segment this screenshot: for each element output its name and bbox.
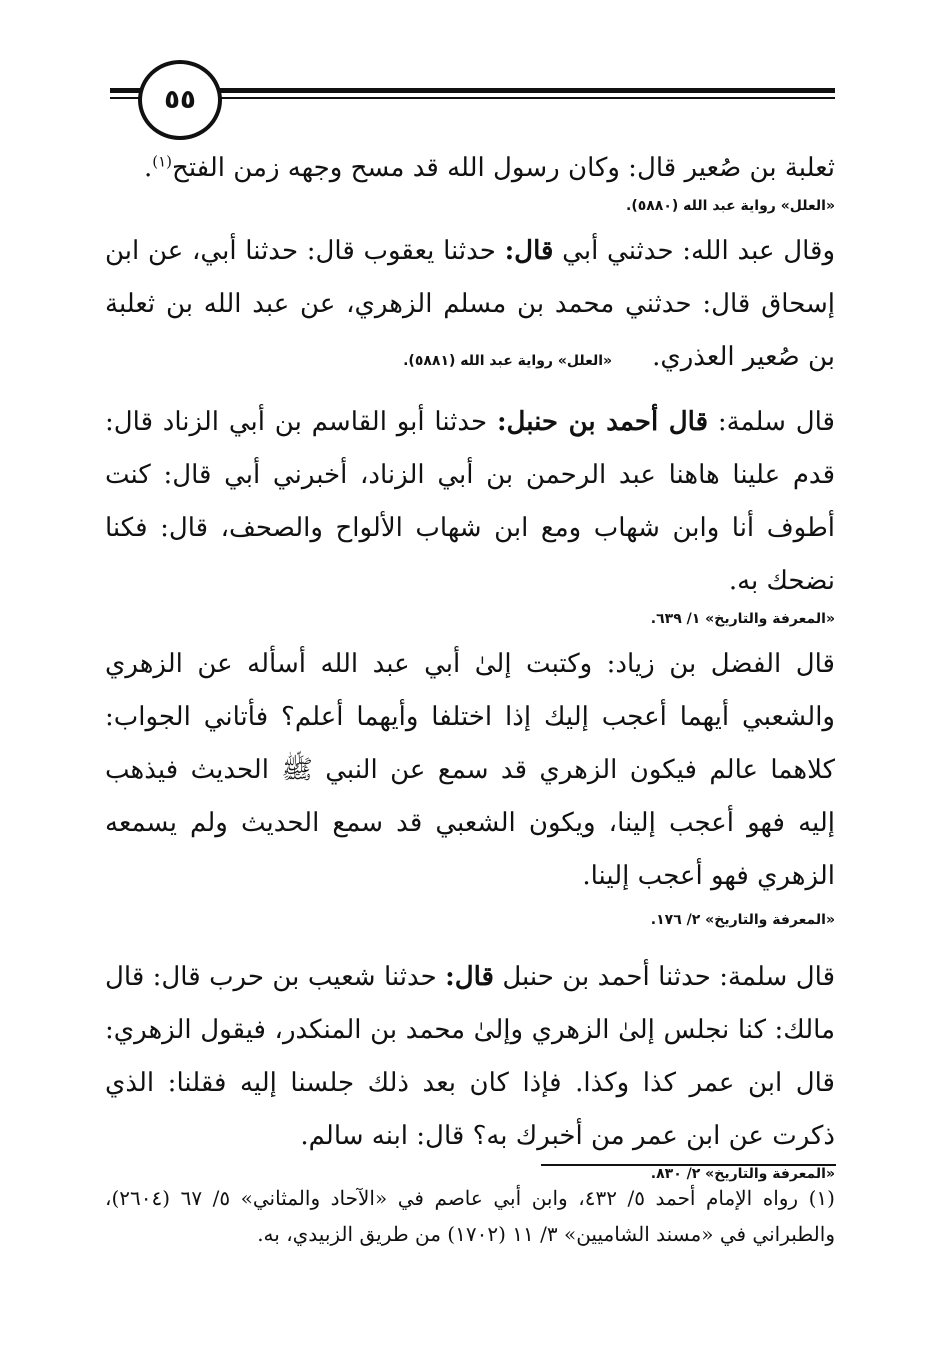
footnote-ref[interactable]: (١) (152, 152, 173, 171)
source-citation-3: «المعرفة والتاريخ» ١/ ٦٣٩. (650, 611, 835, 627)
source-citation-1: «العلل» رواية عبد الله (٥٨٨٠). (626, 198, 835, 214)
footnote-separator (541, 1164, 836, 1166)
source-citation-5: «المعرفة والتاريخ» ٢/ ٨٣٠. (650, 1166, 835, 1182)
main-text (105, 142, 835, 1185)
page-header (110, 60, 835, 140)
paragraph-3: قال سلمة: قال أحمد بن حنبل: حدثنا أبو القاسم بن أبي الزناد قال: قدم علينا هاهنا عبد الرحمن بن أبي الزناد، أخبرني أبي قال: كنت أطوف أنا وابن شهاب ومع ابن شهاب الألواح والصحف، قال: فكنا نضحك به. (105, 407, 835, 596)
source-citation-2: «العلل» رواية عبد الله (٥٨٨١). (403, 353, 613, 369)
page-number: ٥٥ (138, 60, 222, 140)
paragraph-1: ثعلبة بن صُعير قال: وكان رسول الله قد مسح وجهه زمن الفتح$^{(١)}$. (143, 152, 835, 183)
paragraph-5: قال سلمة: حدثنا أحمد بن حنبل قال: حدثنا شعيب بن حرب قال: قال مالك: كنا نجلس إلىٰ الزهري وإلىٰ محمد بن المنكدر، فيقول الزهري: قال ابن عمر كذا وكذا. فإذا كان بعد ذلك جلسنا إليه فقلنا: الذي ذكرت عن ابن عمر من أخبرك به؟ قال: ابنه سالم. (105, 962, 835, 1151)
footnotes (105, 1180, 835, 1252)
paragraph-4: قال الفضل بن زياد: وكتبت إلىٰ أبي عبد الله أسأله عن الزهري والشعبي أيهما أعجب إليك إذا اختلفا وأيهما أعلم؟ فأتاني الجواب: كلاهما عالم فيكون الزهري قد سمع عن النبي ﷺ الحديث فيذهب إليه فهو أعجب إلينا، ويكون الشعبي قد سمع الحديث ولم يسمعه الزهري فهو أعجب إلينا. (105, 649, 835, 891)
paragraph-2: وقال عبد الله: حدثني أبي قال: حدثنا يعقوب قال: حدثنا أبي، عن ابن إسحاق قال: حدثني محمد بن مسلم الزهري، عن عبد الله بن ثعلبة بن صُعير العذري.«العلل» رواية عبد الله (٥٨٨١). (105, 236, 835, 372)
source-citation-4: «المعرفة والتاريخ» ٢/ ١٧٦. (650, 912, 835, 928)
footnote-1: (١) رواه الإمام أحمد ٥/ ٤٣٢، وابن أبي عاصم في «الآحاد والمثاني» ٥/ ٦٧ (٢٦٠٤)، والطبراني في «مسند الشاميين» ٣/ ١١ (١٧٠٢) من طريق الزبيدي، به. (105, 1186, 835, 1246)
